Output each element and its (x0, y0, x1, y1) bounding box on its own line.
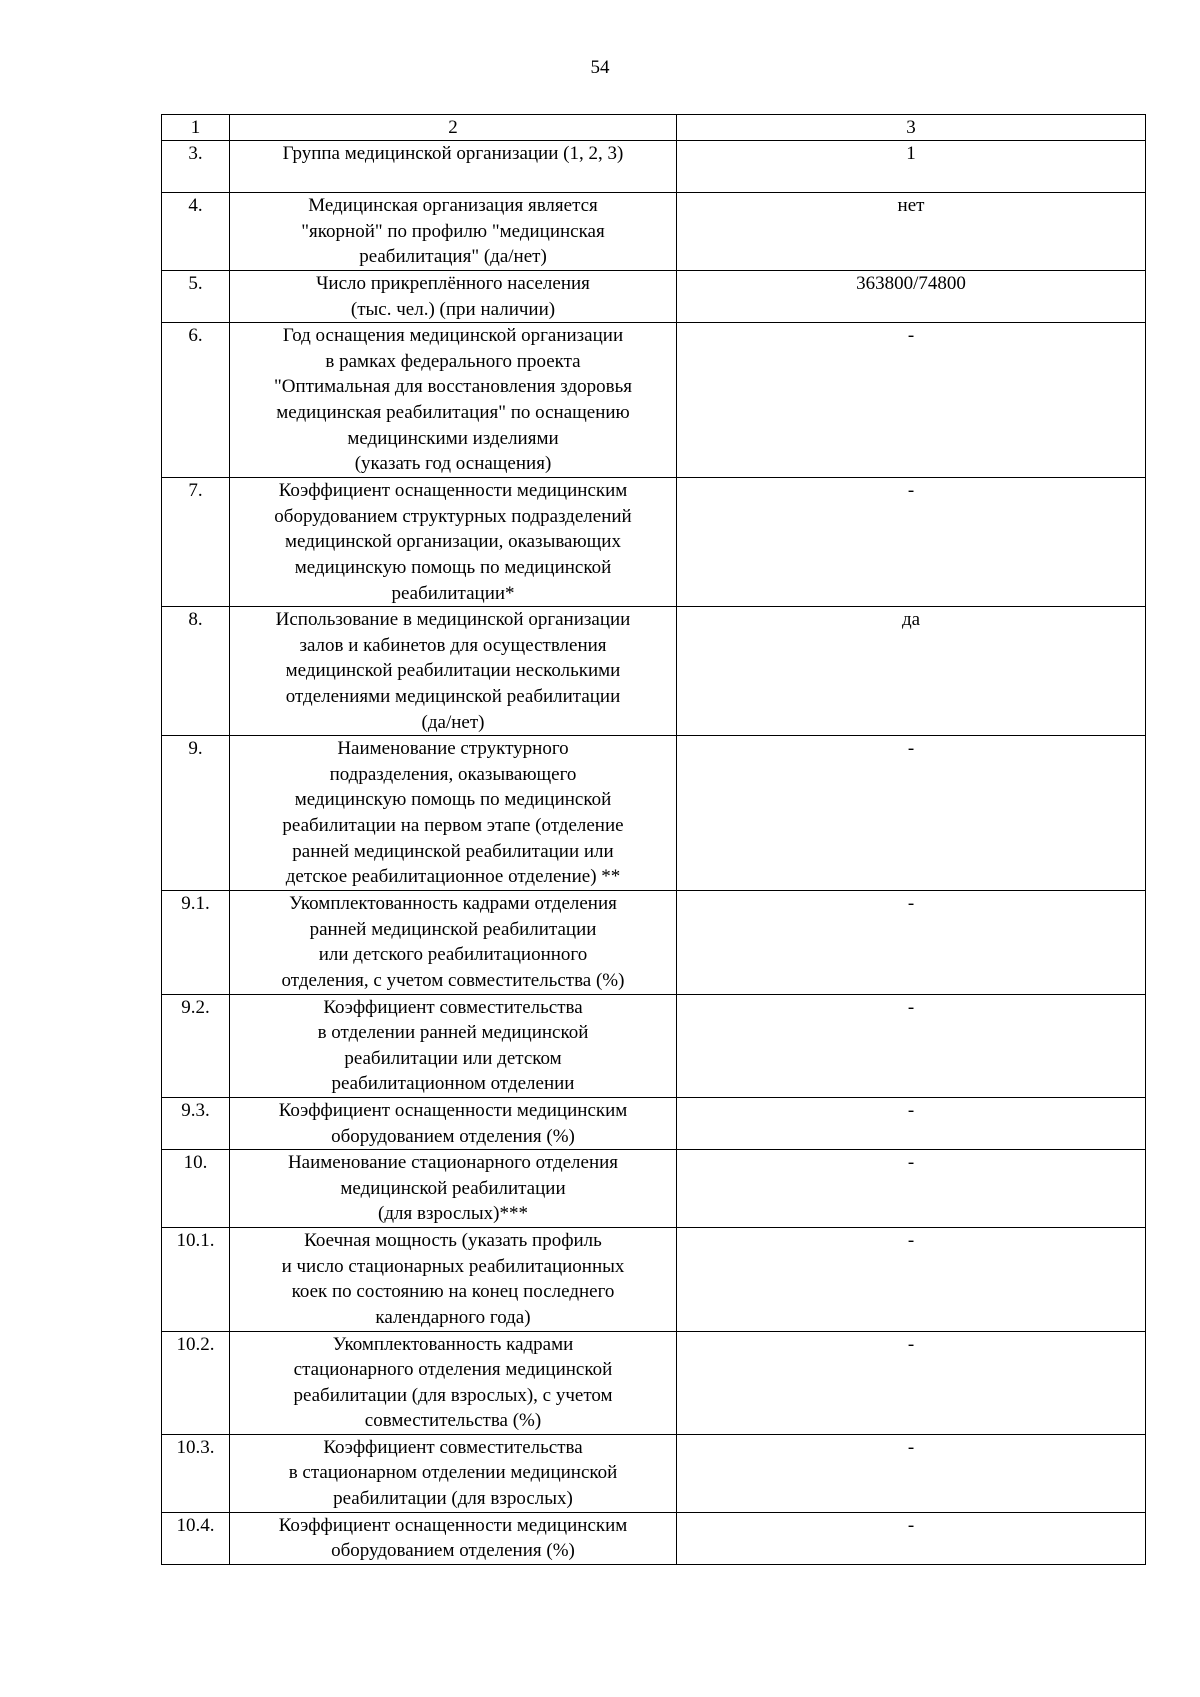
row-parameter: Год оснащения медицинской организации в рамках федерального проекта "Оптимальная для восстановления здоровья медицинская реабилитация" по оснащению медицинскими изделиями (указать год оснащения) (230, 323, 677, 478)
row-parameter: Коэффициент совместительства в стационарном отделении медицинской реабилитации (для взрослых) (230, 1434, 677, 1512)
table-row (162, 1150, 1146, 1228)
row-value: - (677, 1228, 1146, 1331)
table-row (162, 1331, 1146, 1434)
row-number: 5. (162, 271, 230, 323)
table-row (162, 1512, 1146, 1564)
row-parameter: Медицинская организация является "якорной" по профилю "медицинская реабилитация" (да/нет) (230, 193, 677, 271)
row-value: - (677, 891, 1146, 994)
row-value: да (677, 607, 1146, 736)
column-header-1: 1 (162, 115, 230, 141)
row-parameter: Наименование стационарного отделения медицинской реабилитации (для взрослых)*** (230, 1150, 677, 1228)
row-number: 9. (162, 736, 230, 891)
table-row (162, 141, 1146, 193)
row-number: 8. (162, 607, 230, 736)
row-value: - (677, 1512, 1146, 1564)
table-row (162, 736, 1146, 891)
row-value: 1 (677, 141, 1146, 193)
row-number: 10.3. (162, 1434, 230, 1512)
row-value: - (677, 1434, 1146, 1512)
row-parameter: Группа медицинской организации (1, 2, 3) (230, 141, 677, 193)
row-number: 9.3. (162, 1097, 230, 1149)
row-number: 6. (162, 323, 230, 478)
row-value: - (677, 323, 1146, 478)
table-row (162, 607, 1146, 736)
table-row (162, 323, 1146, 478)
table-row (162, 1228, 1146, 1331)
row-number: 3. (162, 141, 230, 193)
page-number: 54 (590, 57, 610, 78)
row-value: - (677, 994, 1146, 1097)
row-parameter: Коэффициент совместительства в отделении ранней медицинской реабилитации или детском реабилитационном отделении (230, 994, 677, 1097)
table-row (162, 994, 1146, 1097)
row-value: - (677, 1331, 1146, 1434)
row-parameter: Укомплектованность кадрами стационарного отделения медицинской реабилитации (для взрослых), с учетом совместительства (%) (230, 1331, 677, 1434)
row-parameter: Коэффициент оснащенности медицинским оборудованием отделения (%) (230, 1512, 677, 1564)
row-number: 10.1. (162, 1228, 230, 1331)
row-number: 10. (162, 1150, 230, 1228)
table-row (162, 891, 1146, 994)
column-header-3: 3 (677, 115, 1146, 141)
row-number: 7. (162, 478, 230, 607)
row-number: 10.2. (162, 1331, 230, 1434)
row-parameter: Наименование структурного подразделения, оказывающего медицинскую помощь по медицинской реабилитации на первом этапе (отделение ранней медицинской реабилитации или детское реабилитационное отделение) ** (230, 736, 677, 891)
table-row (162, 478, 1146, 607)
row-value: - (677, 736, 1146, 891)
row-number: 4. (162, 193, 230, 271)
table-row (162, 1434, 1146, 1512)
row-parameter: Укомплектованность кадрами отделения ранней медицинской реабилитации или детского реабилитационного отделения, с учетом совместительства (%) (230, 891, 677, 994)
table-row (162, 271, 1146, 323)
row-parameter: Коэффициент оснащенности медицинским оборудованием структурных подразделений медицинской организации, оказывающих медицинскую помощь по медицинской реабилитации* (230, 478, 677, 607)
row-parameter: Использование в медицинской организации залов и кабинетов для осуществления медицинской реабилитации несколькими отделениями медицинской реабилитации (да/нет) (230, 607, 677, 736)
table-row (162, 193, 1146, 271)
table-header-row (162, 115, 1146, 141)
column-header-2: 2 (230, 115, 677, 141)
data-table (161, 114, 1146, 1565)
row-parameter: Коэффициент оснащенности медицинским оборудованием отделения (%) (230, 1097, 677, 1149)
row-value: - (677, 1150, 1146, 1228)
row-value: - (677, 1097, 1146, 1149)
row-number: 9.2. (162, 994, 230, 1097)
row-parameter: Число прикреплённого населения (тыс. чел.) (при наличии) (230, 271, 677, 323)
row-number: 10.4. (162, 1512, 230, 1564)
row-parameter: Коечная мощность (указать профиль и число стационарных реабилитационных коек по состоянию на конец последнего календарного года) (230, 1228, 677, 1331)
row-number: 9.1. (162, 891, 230, 994)
table-row (162, 1097, 1146, 1149)
row-value: нет (677, 193, 1146, 271)
row-value: - (677, 478, 1146, 607)
row-value: 363800/74800 (677, 271, 1146, 323)
